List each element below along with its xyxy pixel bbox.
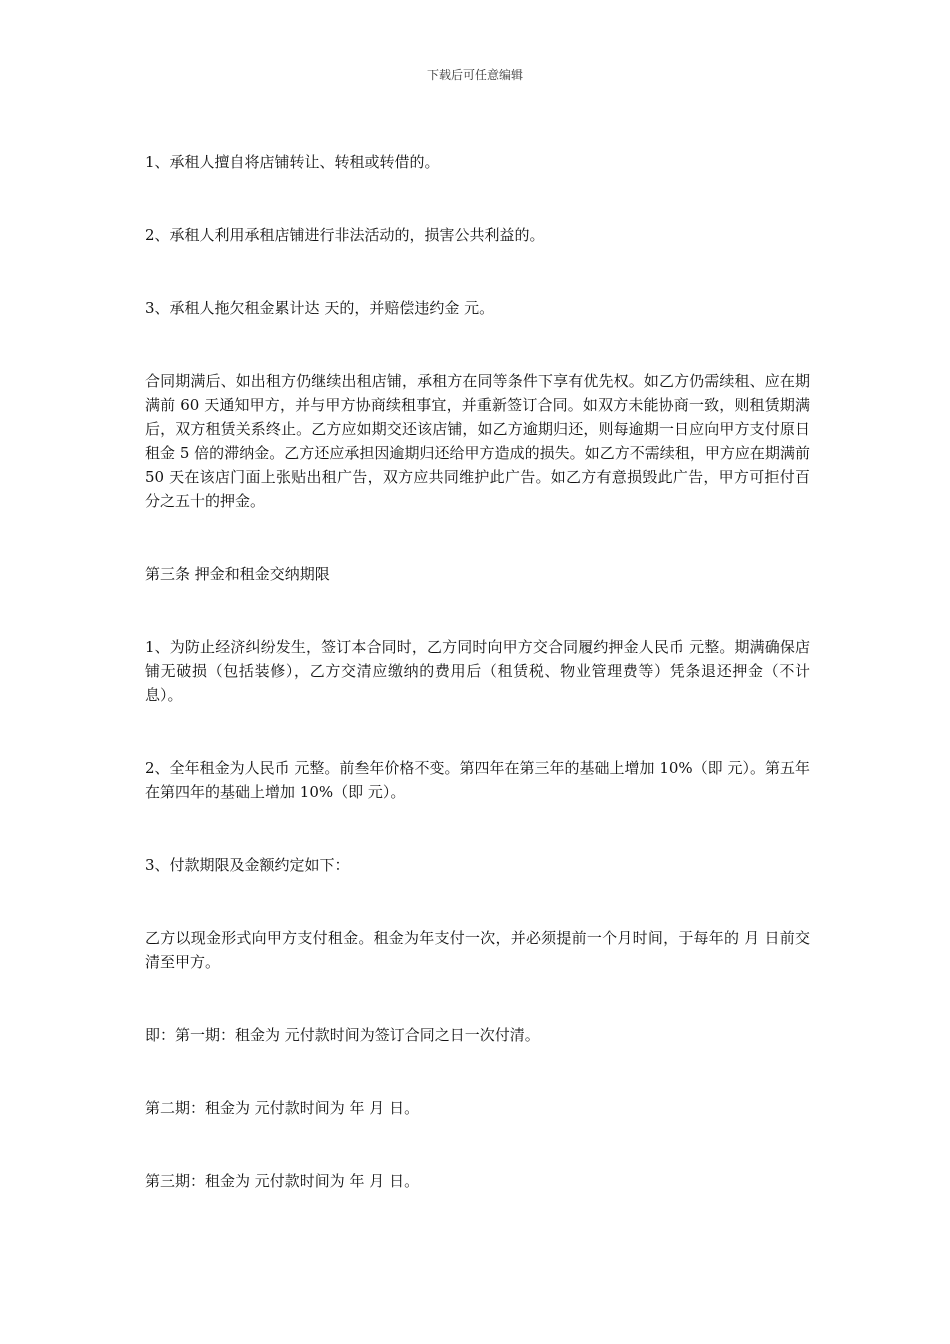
installment-1: 即：第一期：租金为 元付款时间为签订合同之日一次付清。	[145, 1026, 540, 1044]
section-heading: 第三条 押金和租金交纳期限	[145, 565, 330, 583]
payment-method-paragraph: 乙方以现金形式向甲方支付租金。租金为年支付一次，并必须提前一个月时间，于每年的 月 日前交清至甲方。	[145, 929, 810, 971]
document-body	[145, 150, 810, 1242]
payment-terms-heading: 3、付款期限及金额约定如下：	[145, 856, 350, 874]
annual-rent-paragraph: 2、全年租金为人民币 元整。前叁年价格不变。第四年在第三年的基础上增加 10%（即 元）。第五年在第四年的基础上增加 10%（即 元）。	[145, 759, 810, 801]
installment-3: 第三期：租金为 元付款时间为 年 月 日。	[145, 1172, 420, 1190]
clause-item-1: 1、承租人擅自将店铺转让、转租或转借的。	[145, 153, 440, 171]
renewal-paragraph: 合同期满后、如出租方仍继续出租店铺，承租方在同等条件下享有优先权。如乙方仍需续租、应在期满前 60 天通知甲方，并与甲方协商续租事宜，并重新签订合同。如双方未能协商一致，则租赁期满后，双方租赁关系终止。乙方应如期交还该店铺，如乙方逾期归还，则每逾期一日应向甲方支付原日租金 5 倍的滞纳金。乙方还应承担因逾期归还给甲方造成的损失。如乙方不需续租，甲方应在期满前 50 天在该店门面上张贴出租广告，双方应共同维护此广告。如乙方有意损毁此广告，甲方可拒付百分之五十的押金。	[145, 372, 810, 510]
installment-2: 第二期：租金为 元付款时间为 年 月 日。	[145, 1099, 420, 1117]
deposit-paragraph: 1、为防止经济纠纷发生，签订本合同时，乙方同时向甲方交合同履约押金人民币 元整。期满确保店铺无破损（包括装修），乙方交清应缴纳的费用后（租赁税、物业管理费等）凭条退还押金（不计息）。	[145, 638, 810, 704]
page-header: 下载后可任意编辑	[426, 68, 523, 82]
clause-item-3: 3、承租人拖欠租金累计达 天的，并赔偿违约金 元。	[145, 299, 495, 317]
clause-item-2: 2、承租人利用承租店铺进行非法活动的，损害公共利益的。	[145, 226, 545, 244]
